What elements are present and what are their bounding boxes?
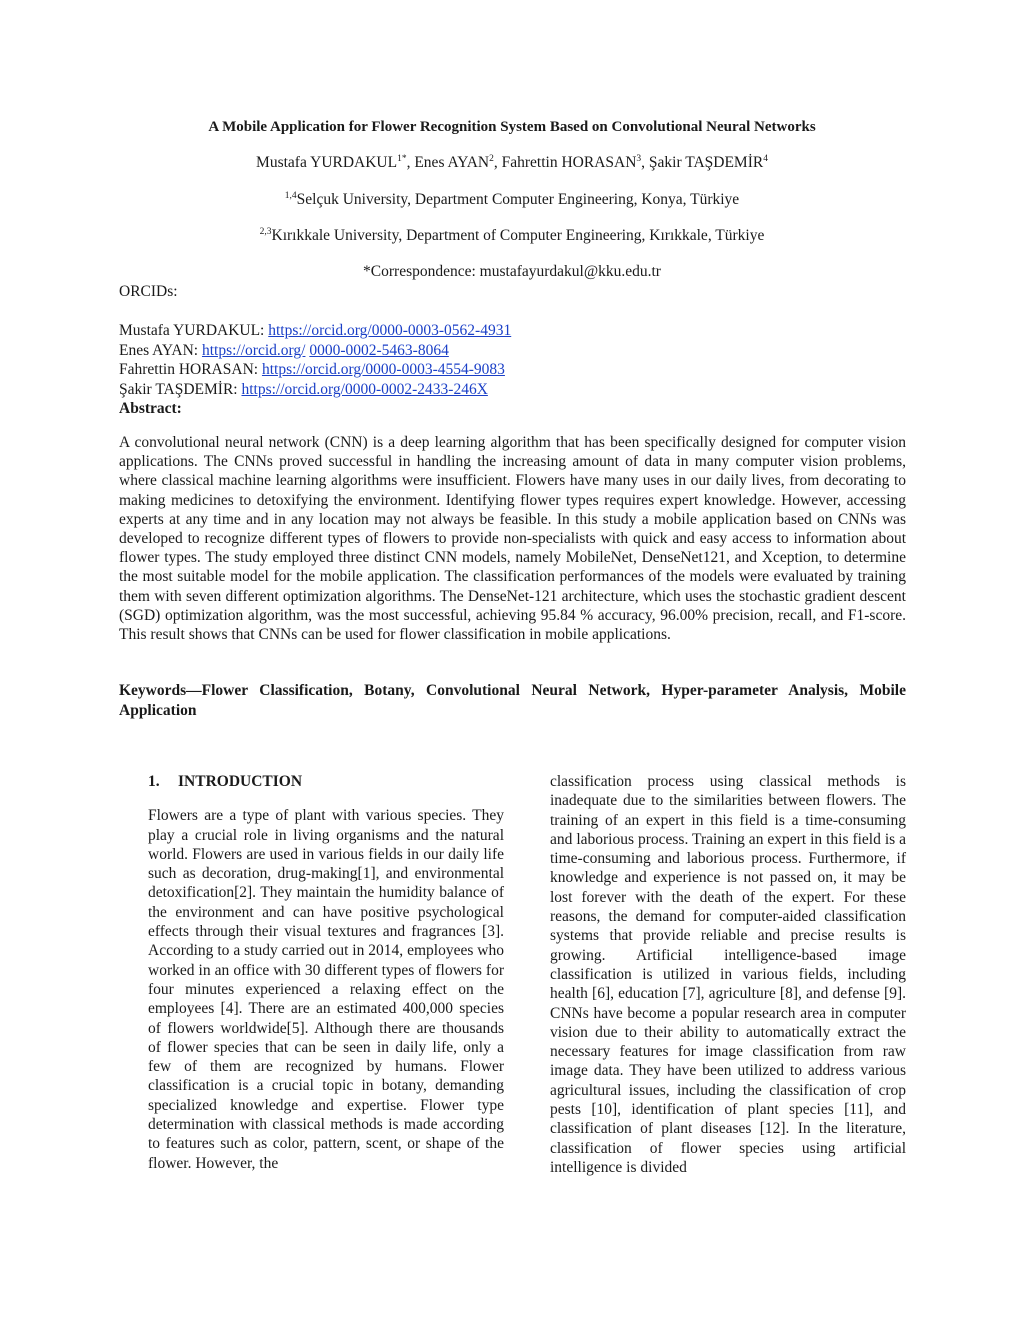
correspondence: *Correspondence: mustafayurdakul@kku.edu.tr bbox=[363, 263, 661, 280]
orcid-author: Mustafa YURDAKUL: bbox=[119, 322, 269, 339]
affiliation-text: Kırıkkale University, Department of Computer Engineering, Kırıkkale, Türkiye bbox=[271, 227, 765, 244]
affiliation-sup: 1,4 bbox=[284, 190, 297, 201]
intro-paragraph-right: classification process using classical methods is inadequate due to the similarities between flowers. The training of an expert in this field is a time-consuming and laborious process. Training an expert in this field is a time-consuming and laborious process. Furthermore, if knowledge and experience is not passed on, it may be lost forever with the death of the expert. For these reasons, the demand for computer-aided classification systems that provide reliable and precise results is growing. Artificial intelligence-based image classification is utilized in various fields, including health [6], education [7], agriculture [8], and defense [9]. CNNs have become a popular research area in computer vision due to their ability to automatically extract the necessary features for image classification from raw image data. They have been utilized to address various agricultural issues, including the classification of crop pests [10], identification of plant species [11], and classification of plant diseases [12]. In the literature, classification of flower species using artificial intelligence is divided bbox=[550, 773, 906, 1176]
orcids-label: ORCIDs: bbox=[119, 283, 178, 300]
abstract-body: A convolutional neural network (CNN) is a deep learning algorithm that has been specifically designed for computer vision applications. The CNNs proved successful in handling the increasing amount of data in many computer vision problems, where classical machine learning algorithms were insufficient. Flowers have many uses in our daily lives, from decorating to making medicines to detoxifying the environment. Identifying flower types requires expert knowledge. However, accessing experts at any time and in any location may not always be feasible. In this study a mobile application based on CNNs was developed to recognize different types of flowers to provide non-specialists with quick and easy access to information about flower types. The study employed three distinct CNN models, namely MobileNet, DenseNet121, and Xception, to determine the most suitable model for the mobile application. The classification performances of the models were evaluated by training them with seven different optimization algorithms. The DenseNet-121 architecture, which uses the stochastic gradient descent (SGD) optimization algorithm, was the most successful, achieving 95.84 % accuracy, 96.00% precision, recall, and F1-score. This result shows that CNNs can be used for flower classification in mobile applications. bbox=[119, 434, 906, 644]
author-name: Şakir TAŞDEMİR bbox=[648, 154, 764, 171]
orcid-link-id[interactable]: 0000-0002-5463-8064 bbox=[309, 341, 449, 359]
orcid-link[interactable]: https://orcid.org/0000-0003-4554-9083 bbox=[261, 361, 505, 378]
author-name: Fahrettin HORASAN bbox=[501, 154, 637, 171]
author-list: Mustafa $YURDAKUL^{1*}$, Enes AYAN$^2$, Fahrettin HORASAN$^3$, Şakir TAŞDEMİR$^4$ bbox=[256, 153, 768, 171]
paper-title: A Mobile Application for Flower Recognition System Based on Convolutional Neural Networks bbox=[208, 119, 816, 135]
affiliation-sup: 2,3 bbox=[259, 226, 272, 237]
orcid-author: Şakir TAŞDEMİR: bbox=[119, 380, 242, 398]
keywords: Keywords—Flower Classification, Botany, Convolutional Neural Network, Hyper-parameter Analysis, Mobile Application bbox=[119, 682, 906, 719]
orcid-list bbox=[119, 321, 511, 419]
orcid-row bbox=[119, 321, 511, 341]
orcid-author: Fahrettin HORASAN: bbox=[119, 361, 262, 378]
author-sup: 4 bbox=[763, 153, 768, 164]
orcid-link[interactable]: https://orcid.org/ bbox=[201, 341, 306, 359]
author-sup: 1* bbox=[397, 153, 407, 164]
column-right bbox=[550, 772, 906, 1177]
author-name: Mustafa YURDAKUL bbox=[256, 154, 398, 171]
affiliation-1 bbox=[0, 191, 1024, 209]
section-title: INTRODUCTION bbox=[178, 773, 303, 790]
orcid-link[interactable]: https://orcid.org/0000-0003-0562-4931 bbox=[268, 322, 512, 339]
column-left bbox=[148, 772, 504, 1173]
orcid-row bbox=[119, 380, 511, 400]
section-heading bbox=[148, 772, 504, 791]
author-sup: 3 bbox=[636, 153, 642, 164]
intro-paragraph-left: Flowers are a type of plant with various species. They play a crucial role in living organisms and the natural world. Flowers are used in various fields in our daily life such as decoration, drug-making[1], and environmental detoxification[2]. They maintain the humidity balance of the environment and can have positive psychological effects through their visual textures and fragrances [3]. According to a study carried out in 2014, employees who worked in an office with 30 different types of flowers for four minutes experienced a relaxing effect on the employees [4]. There are an estimated 400,000 species of flowers worldwide[5]. Although there are thousands of flower species that can be seen in daily life, only a few of them are recognized by humans. Flower classification is a crucial topic in botany, demanding specialized knowledge and expertise. Flower type determination with classical methods is made according to features such as color, pattern, scent, or shape of the flower. However, the bbox=[148, 807, 504, 1172]
orcid-row bbox=[119, 341, 511, 361]
author-sup: 2 bbox=[489, 153, 494, 164]
affiliation-text: Selçuk University, Department Computer Engineering, Konya, Türkiye bbox=[296, 191, 740, 208]
affiliation-2 bbox=[0, 227, 1024, 245]
orcid-row bbox=[119, 360, 511, 380]
section-number: 1. bbox=[148, 773, 160, 790]
orcid-link[interactable]: https://orcid.org/0000-0002-2433-246X bbox=[241, 380, 488, 398]
orcid-author: Enes AYAN: bbox=[119, 341, 202, 359]
author-name: Enes AYAN bbox=[414, 154, 490, 171]
abstract-heading: Abstract: bbox=[119, 400, 182, 417]
